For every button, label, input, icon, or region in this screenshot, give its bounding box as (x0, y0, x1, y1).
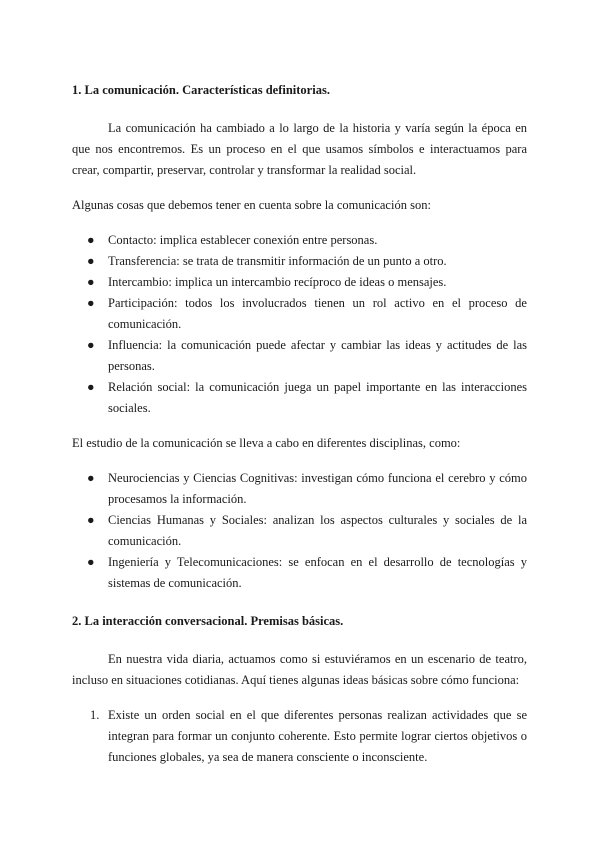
document-body (72, 80, 527, 768)
list-item: ● Ciencias Humanas y Sociales: analizan los aspectos culturales y sociales de la comunicación. (72, 510, 527, 552)
section-2-intro: En nuestra vida diaria, actuamos como si estuviéramos en un escenario de teatro, incluso en situaciones cotidianas. Aquí tienes algunas ideas básicas sobre cómo funciona: (72, 652, 527, 687)
list-item: ● Contacto: implica establecer conexión entre personas. (72, 230, 527, 251)
list-item: ● Neurociencias y Ciencias Cognitivas: investigan cómo funciona el cerebro y cómo procesamos la información. (72, 468, 527, 510)
section-2-heading: 2. La interacción conversacional. Premisas básicas. (72, 614, 344, 628)
bullet-icon: ● (87, 380, 95, 394)
bullet-icon: ● (87, 471, 95, 485)
list-item: ● Participación: todos los involucrados tienen un rol activo en el proceso de comunicación. (72, 293, 527, 335)
disciplines-list (72, 468, 527, 594)
bullet-icon: ● (87, 555, 95, 569)
section-1-heading: 1. La comunicación. Características definitorias. (72, 83, 330, 97)
list-item: ● Transferencia: se trata de transmitir información de un punto a otro. (72, 251, 527, 272)
bullet-icon: ● (87, 275, 95, 289)
bullet-icon: ● (87, 254, 95, 268)
bullet-icon: ● (87, 296, 95, 310)
list-item: ● Influencia: la comunicación puede afectar y cambiar las ideas y actitudes de las personas. (72, 335, 527, 377)
features-list (72, 230, 527, 419)
premises-list (72, 705, 527, 768)
list-item: ● Ingeniería y Telecomunicaciones: se enfocan en el desarrollo de tecnologías y sistemas de comunicación. (72, 552, 527, 594)
list-item: ● Relación social: la comunicación juega un papel importante en las interacciones sociales. (72, 377, 527, 419)
disciplines-lead: El estudio de la comunicación se lleva a cabo en diferentes disciplinas, como: (72, 436, 461, 450)
features-lead: Algunas cosas que debemos tener en cuenta sobre la comunicación son: (72, 198, 431, 212)
bullet-icon: ● (87, 513, 95, 527)
bullet-icon: ● (87, 338, 95, 352)
list-item: 1. Existe un orden social en el que diferentes personas realizan actividades que se integran para formar un conjunto coherente. Esto permite lograr ciertos objetivos o funciones globales, ya sea de manera consciente o inconsciente. (72, 705, 527, 768)
bullet-icon: ● (87, 233, 95, 247)
list-number: 1. (90, 708, 100, 722)
list-item: ● Intercambio: implica un intercambio recíproco de ideas o mensajes. (72, 272, 527, 293)
section-1-intro: La comunicación ha cambiado a lo largo de la historia y varía según la época en que nos encontremos. Es un proceso en el que usamos símbolos e interactuamos para crear, compartir, preservar, controlar y transformar la realidad social. (72, 121, 527, 177)
